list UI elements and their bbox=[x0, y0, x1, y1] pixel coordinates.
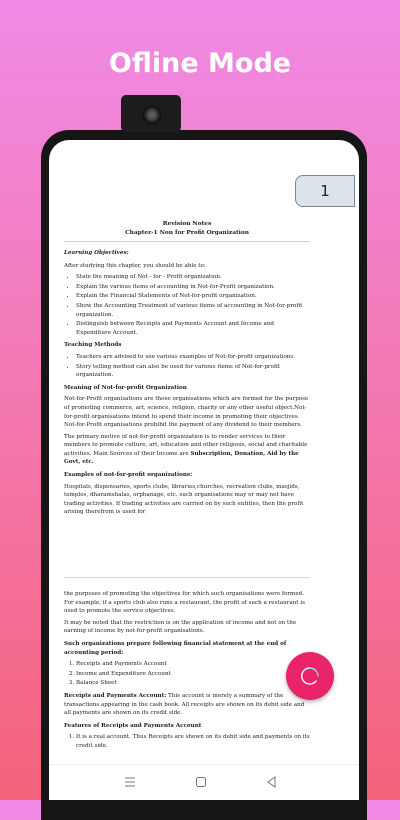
list-item: 1. It is a real account. Thus Receipts are shown on its debit side and payments on its credit side. bbox=[76, 733, 310, 750]
examples-heading: Examples of not-for-profit organizations: bbox=[64, 472, 193, 479]
pdf-page-1 bbox=[64, 220, 310, 520]
pdf-page-2 bbox=[64, 590, 310, 755]
page-number-badge[interactable]: 1 bbox=[295, 175, 355, 207]
page-separator bbox=[64, 577, 310, 578]
home-icon[interactable] bbox=[194, 775, 208, 789]
examples-paragraph: Hospitals, dispensaries, sports clubs, libraries,churches, recreation clubs, masjids, temples, dharamshalas, orphanage, etc. such organisations may or may not have trading activities. If trading activities are carried on by such entities, then the profit arising therefrom is used for bbox=[64, 483, 304, 516]
objectives-intro: After studying this chapter, you should be able to: bbox=[64, 262, 206, 269]
camera-lens-icon bbox=[142, 105, 162, 125]
meaning-bold: Subscription, Donation, Aid by the Govt, etc. bbox=[64, 450, 299, 466]
list-item: • Story telling method can also be used for various items of Not-for-profit organization. bbox=[76, 363, 310, 380]
teaching-heading: Teaching Methods bbox=[64, 342, 122, 349]
list-item: • Show the Accounting Treatment of various items of accounting in Not-for-profit organization. bbox=[76, 302, 310, 319]
popup-camera bbox=[121, 95, 181, 132]
list-item: • Explain the various items of accounting in Not-for-Profit organization. bbox=[76, 283, 310, 292]
list-item: • Explain the Financial Statements of Not-for-profit organization. bbox=[76, 292, 310, 301]
meaning-paragraph-2 bbox=[64, 433, 310, 467]
meaning-paragraph-1: Not-for-Profit organisations are those organisations which are formed for the purpose of promoting commerce, art, science, religion, charity or any other useful object.Not-for-profit organisations intend to spend their income in promoting their objectives. Not-for-Profit organisations prohibit the payment of any dividend to their members. bbox=[64, 396, 309, 429]
loading-spinner-icon bbox=[299, 665, 321, 687]
divider bbox=[64, 241, 310, 242]
page2-paragraph-1: the purposes of promoting the objectives for which such organisations were formed. For example, if a sports club also runs a restaurant, the profit of such a restaurant is used to promote the service objectives. bbox=[64, 591, 305, 615]
list-item: 2. Income and Expenditure Account bbox=[76, 670, 310, 679]
list-item: 3. Balance Sheet bbox=[76, 679, 310, 688]
list-item: • State the meaning of Not - for - Profit organization. bbox=[76, 273, 310, 282]
list-item: • Distinguish between Receipts and Payments Account and Income and Expenditure Account. bbox=[76, 320, 310, 337]
statements-heading: Such organizations prepare following financial statement at the end of accounting period: bbox=[64, 640, 287, 656]
doc-title-line1: Revision Notes bbox=[162, 221, 212, 227]
headline: Ofline Mode bbox=[108, 48, 292, 79]
meaning-heading: Meaning of Not-for-profit Organization bbox=[64, 384, 187, 391]
list-item: • Teachers are advised to use various examples of Not-for-profit organizations. bbox=[76, 353, 310, 362]
fab-button[interactable] bbox=[286, 652, 334, 700]
pdf-viewer-screen[interactable] bbox=[49, 140, 359, 800]
system-navbar bbox=[49, 764, 359, 800]
statements-list bbox=[64, 660, 310, 688]
objectives-list bbox=[64, 273, 310, 337]
meaning-text: The primary motive of not-for-profit organization is to render services to their members to promote culture, art, education and other religious, social and charitable activities. Main Sources of their Income are bbox=[64, 433, 308, 457]
features-list bbox=[64, 733, 310, 750]
page2-paragraph-2: It may be noted that the restriction is on the application of income and not on the earning of income by not-for-profit organisations. bbox=[64, 619, 297, 635]
rp-bold: Receipts and Payments Account: bbox=[64, 692, 167, 699]
list-item: 1. Receipts and Payments Account bbox=[76, 660, 310, 669]
menu-icon[interactable] bbox=[123, 775, 137, 789]
features-heading: Features of Receipts and Payments Account bbox=[64, 722, 202, 729]
back-icon[interactable] bbox=[265, 775, 279, 789]
teaching-list bbox=[64, 353, 310, 380]
objectives-heading: Learning Objectives: bbox=[64, 250, 129, 256]
rp-paragraph bbox=[64, 692, 310, 718]
rp-text: This account is merely a summary of the transactions appearing in the cash book. All receipts are shown on its debit side and all payments are shown on its credit side. bbox=[64, 692, 305, 717]
doc-title-line2: Chapter-1 Non for Profit Organization bbox=[125, 230, 249, 236]
